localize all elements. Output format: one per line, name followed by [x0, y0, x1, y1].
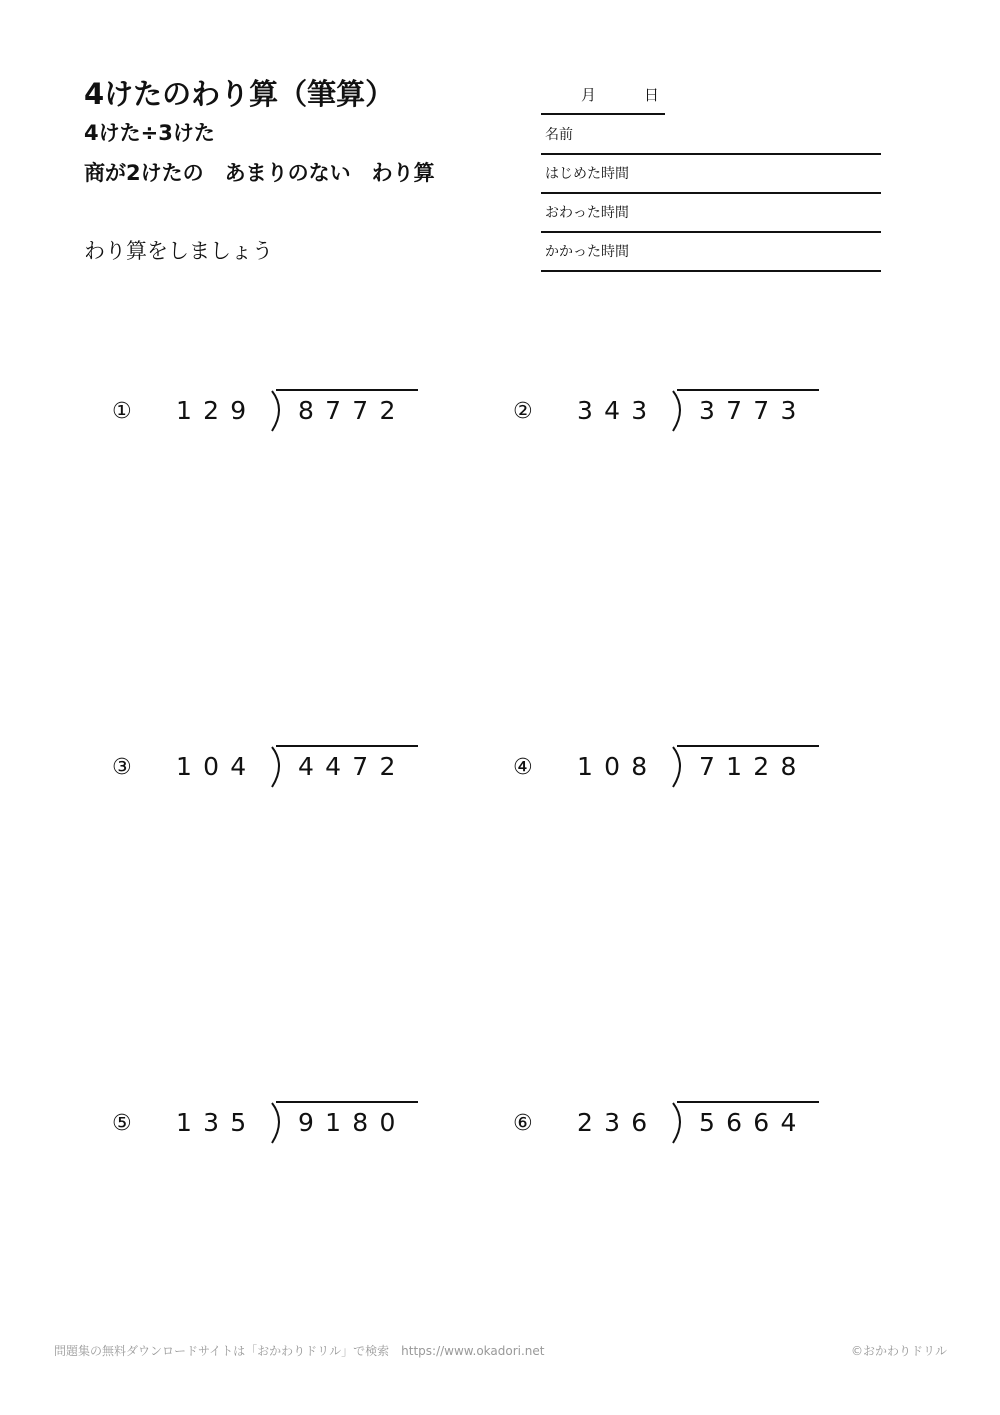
division-bracket-icon: [667, 389, 687, 433]
vinculum-line: [276, 389, 418, 392]
division-bracket-icon: [266, 389, 286, 433]
worksheet-title: 4けたのわり算（筆算）: [84, 77, 395, 111]
divisor: 236: [577, 1108, 659, 1137]
day-label: 日: [644, 86, 660, 104]
footer-site-info: 問題集の無料ダウンロードサイトは「おかわりドリル」で検索 https://www.okadori.net: [54, 1344, 545, 1358]
problem-5: [112, 1101, 432, 1151]
dividend: 8772: [298, 396, 407, 425]
duration-field[interactable]: [541, 232, 881, 272]
start-time-label: はじめた時間: [545, 166, 629, 182]
division-bracket-icon: [667, 1101, 687, 1145]
divisor: 104: [176, 752, 258, 781]
end-time-field[interactable]: [541, 193, 881, 233]
name-field[interactable]: [541, 115, 881, 155]
divisor: 343: [577, 396, 659, 425]
problem-6: [513, 1101, 833, 1151]
dividend: 7128: [699, 752, 808, 781]
vinculum-line: [677, 1101, 819, 1104]
dividend: 9180: [298, 1108, 407, 1137]
end-time-label: おわった時間: [545, 205, 629, 221]
divisor: 108: [577, 752, 659, 781]
division-bracket-icon: [266, 745, 286, 789]
dividend: 5664: [699, 1108, 808, 1137]
problem-4: [513, 745, 833, 795]
divisor: 135: [176, 1108, 258, 1137]
duration-label: かかった時間: [545, 244, 629, 260]
problem-number: ④: [513, 755, 533, 780]
problem-1: [112, 389, 432, 439]
vinculum-line: [276, 1101, 418, 1104]
problem-number: ⑤: [112, 1111, 132, 1136]
dividend: 4472: [298, 752, 407, 781]
problem-3: [112, 745, 432, 795]
vinculum-line: [677, 745, 819, 748]
footer-copyright: ©おかわりドリル: [851, 1344, 948, 1358]
name-label: 名前: [545, 127, 573, 143]
dividend: 3773: [699, 396, 808, 425]
worksheet-subtitle: 4けた÷3けた: [84, 121, 215, 145]
division-bracket-icon: [266, 1101, 286, 1145]
problem-number: ⑥: [513, 1111, 533, 1136]
date-field[interactable]: [541, 76, 665, 115]
month-label: 月: [581, 86, 597, 104]
problem-number: ②: [513, 399, 533, 424]
instruction-text: わり算をしましょう: [84, 239, 273, 263]
divisor: 129: [176, 396, 258, 425]
division-bracket-icon: [667, 745, 687, 789]
worksheet-description: 商が2けたの あまりのない わり算: [84, 161, 435, 185]
vinculum-line: [677, 389, 819, 392]
vinculum-line: [276, 745, 418, 748]
problem-number: ③: [112, 755, 132, 780]
student-info-box: [541, 76, 881, 276]
problem-2: [513, 389, 833, 439]
problem-number: ①: [112, 399, 132, 424]
start-time-field[interactable]: [541, 154, 881, 194]
